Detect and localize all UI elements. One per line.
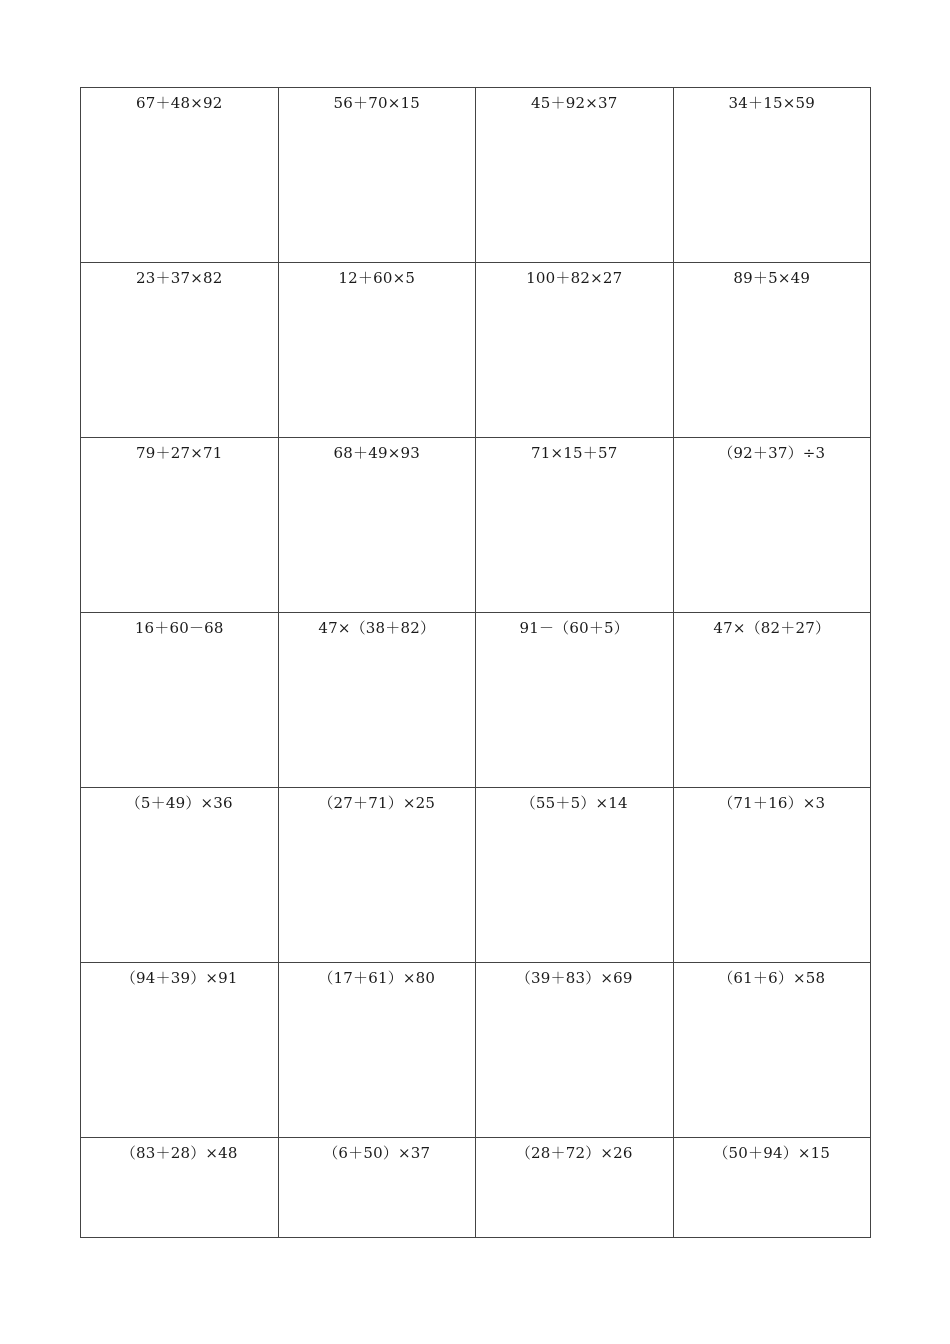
problem-cell (673, 963, 871, 1138)
problem-row (81, 438, 871, 613)
problem-row (81, 963, 871, 1138)
problem-cell (278, 438, 476, 613)
problem-cell (673, 438, 871, 613)
expression-text: 47×（82＋27） (713, 619, 831, 637)
expression-text: （5＋49）×36 (125, 794, 233, 812)
expression-text: （71＋16）×3 (718, 794, 826, 812)
expression-text: 47×（38＋82） (318, 619, 436, 637)
problem-cell (673, 1138, 871, 1238)
expression-text: 56＋70×15 (333, 94, 420, 112)
expression-text: 68＋49×93 (333, 444, 420, 462)
expression-text: （83＋28）×48 (120, 1144, 238, 1162)
expression-text: 16＋60－68 (134, 619, 224, 637)
problem-row (81, 88, 871, 263)
problem-row (81, 788, 871, 963)
expression-text: （28＋72）×26 (515, 1144, 633, 1162)
expression-text: 71×15＋57 (531, 444, 618, 462)
problem-cell (476, 788, 674, 963)
expression-text: 100＋82×27 (526, 269, 623, 287)
problem-cell (476, 88, 674, 263)
problem-cell (476, 1138, 674, 1238)
expression-text: 89＋5×49 (733, 269, 811, 287)
problem-cell (81, 263, 279, 438)
problem-cell (673, 788, 871, 963)
problem-cell (278, 1138, 476, 1238)
expression-text: （6＋50）×37 (323, 1144, 431, 1162)
expression-text: （92＋37）÷3 (718, 444, 826, 462)
expression-text: （17＋61）×80 (318, 969, 436, 987)
expression-text: 67＋48×92 (136, 94, 223, 112)
problem-cell (278, 613, 476, 788)
problem-cell (278, 963, 476, 1138)
problem-cell (673, 613, 871, 788)
problem-cell (673, 263, 871, 438)
problem-cell (278, 788, 476, 963)
expression-text: 34＋15×59 (728, 94, 815, 112)
expression-text: 12＋60×5 (338, 269, 416, 287)
expression-text: （27＋71）×25 (318, 794, 436, 812)
expression-text: 23＋37×82 (136, 269, 223, 287)
problem-cell (81, 88, 279, 263)
problem-cell (81, 613, 279, 788)
problem-cell (476, 438, 674, 613)
problem-cell (81, 1138, 279, 1238)
expression-text: 91－（60＋5） (519, 619, 630, 637)
problem-cell (81, 438, 279, 613)
problem-cell (278, 88, 476, 263)
expression-text: （39＋83）×69 (515, 969, 633, 987)
problem-cell (81, 788, 279, 963)
problem-cell (673, 88, 871, 263)
problem-row (81, 613, 871, 788)
expression-text: 79＋27×71 (136, 444, 223, 462)
problem-row (81, 1138, 871, 1238)
problem-cell (476, 613, 674, 788)
problem-grid (80, 87, 871, 1238)
problem-cell (476, 963, 674, 1138)
expression-text: （50＋94）×15 (713, 1144, 831, 1162)
problem-cell (81, 963, 279, 1138)
problem-cell (278, 263, 476, 438)
expression-text: 45＋92×37 (531, 94, 618, 112)
expression-text: （61＋6）×58 (718, 969, 826, 987)
expression-text: （55＋5）×14 (520, 794, 628, 812)
problem-row (81, 263, 871, 438)
problem-cell (476, 263, 674, 438)
expression-text: （94＋39）×91 (120, 969, 238, 987)
